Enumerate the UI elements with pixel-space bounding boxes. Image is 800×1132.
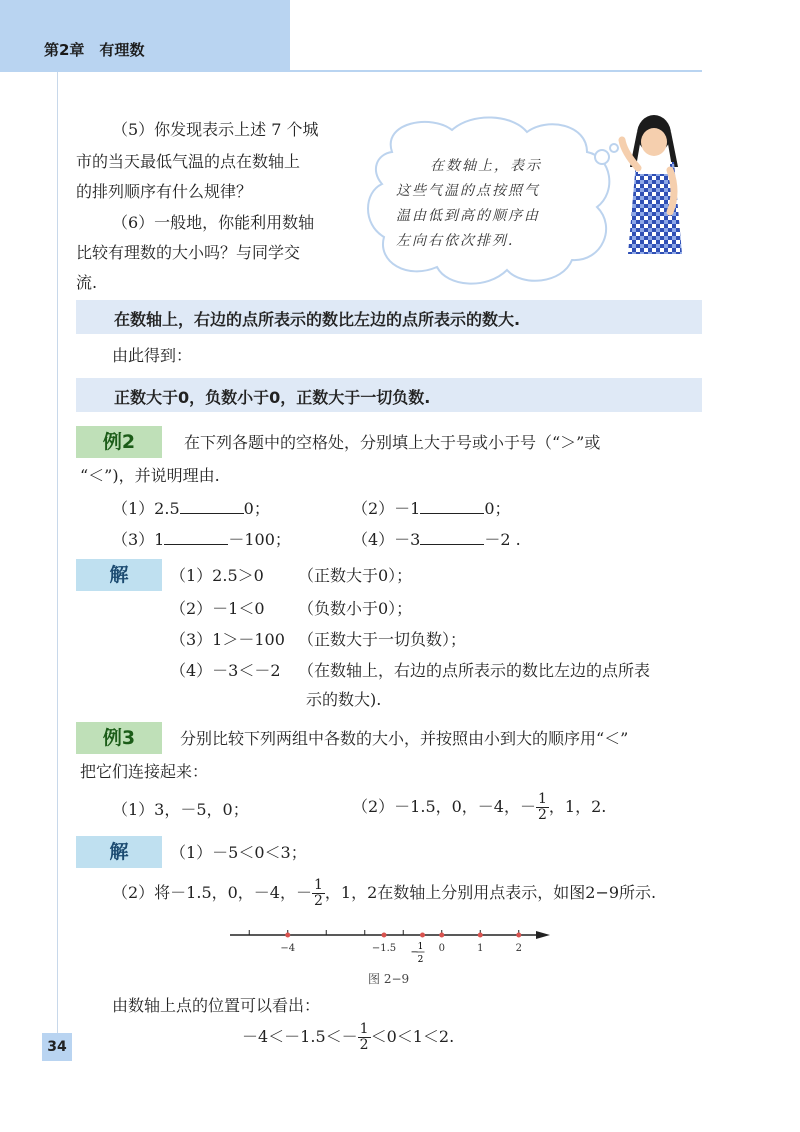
chain-pre: －4＜－1.5＜－ xyxy=(242,1027,358,1046)
figure-caption: 图 2−9 xyxy=(368,972,410,986)
question-5-line1: （5）你发现表示上述 7 个城 xyxy=(112,120,319,139)
question-5-line2: 市的当天最低气温的点在数轴上 xyxy=(76,152,301,171)
tick-label: −1.5 xyxy=(371,943,397,954)
item-1-after: 0； xyxy=(243,499,270,518)
number-point xyxy=(420,933,425,938)
item-4-label: （4）－3 xyxy=(352,530,421,549)
answer-blank[interactable] xyxy=(420,530,484,545)
example-3-group-2 xyxy=(352,792,606,823)
bubble-line3: 温由低到高的顺序由 xyxy=(396,208,540,224)
example-3-group-1: （1）3，－5，0； xyxy=(112,800,249,819)
solution-3-tag: 解 xyxy=(76,836,162,868)
line-2-pre: （2）将－1.5，0，－4，－ xyxy=(112,883,312,902)
rule-highlight-1 xyxy=(76,300,702,334)
tick-label-minus: − xyxy=(410,947,419,958)
bubble-line2: 这些气温的点按照气 xyxy=(396,183,540,199)
solution-2-reason-3: （正数大于一切负数）； xyxy=(298,630,467,649)
number-point xyxy=(516,933,521,938)
conclusion-chain xyxy=(242,1022,454,1053)
number-point xyxy=(382,933,387,938)
example-2-prompt-line1: 在下列各题中的空格处，分别填上大于号或小于号（“＞”或 xyxy=(184,433,601,452)
item-2-after: 0； xyxy=(484,499,511,518)
example-2-item-4 xyxy=(352,530,521,550)
solution-2-expr-3: （3）1＞－100 xyxy=(170,630,285,649)
fraction-one-half: $\frac{1}{2}$ xyxy=(314,877,323,909)
example-3-tag: 例3 xyxy=(76,722,162,754)
conclusion-intro: 由数轴上点的位置可以看出： xyxy=(112,996,321,1015)
tick-label: 2 xyxy=(515,943,522,954)
rule-1-text: 在数轴上，右边的点所表示的数比左边的点所表示的数大. xyxy=(114,310,521,329)
axis-arrow xyxy=(536,931,550,939)
item-3-label: （3）1 xyxy=(112,530,165,549)
solution-2-reason-1: （正数大于0）； xyxy=(298,566,413,585)
item-2-label: （2）－1 xyxy=(352,499,421,518)
solution-2-expr-4: （4）－3＜－2 xyxy=(170,661,281,680)
margin-rule xyxy=(57,72,58,1042)
group-2-pre: （2）－1.5，0，－4，－ xyxy=(352,797,536,816)
answer-blank[interactable] xyxy=(164,530,228,545)
solution-2-reason-cont: 示的数大). xyxy=(306,690,382,709)
chain-post: ＜0＜1＜2. xyxy=(370,1027,455,1046)
item-4-after: －2 . xyxy=(484,530,521,549)
question-6-line1: （6）一般地，你能利用数轴 xyxy=(112,213,315,232)
solution-2-expr-2: （2）－1＜0 xyxy=(170,599,265,618)
item-1-label: （1）2.5 xyxy=(112,499,180,518)
solution-3-line-1: （1）－5＜0＜3； xyxy=(170,843,307,862)
solution-2-reason-2: （负数小于0）； xyxy=(298,599,413,618)
number-line-figure xyxy=(220,920,560,968)
rule-2-text: 正数大于0，负数小于0，正数大于一切负数. xyxy=(114,388,431,407)
question-5-line3: 的排列顺序有什么规律？ xyxy=(76,182,253,201)
tick-label: −4 xyxy=(280,943,296,954)
answer-blank[interactable] xyxy=(180,499,244,514)
number-point xyxy=(285,933,290,938)
solution-3-line-2 xyxy=(112,878,656,909)
number-point xyxy=(439,933,444,938)
bubble-line4: 左向右依次排列. xyxy=(396,233,515,249)
solution-2-reason-4: （在数轴上，右边的点所表示的数比左边的点所表 xyxy=(298,661,651,680)
example-2-item-3 xyxy=(112,530,291,550)
student-illustration xyxy=(612,112,692,262)
rule-highlight-2 xyxy=(76,378,702,412)
header-rule xyxy=(0,70,702,72)
example-2-item-1 xyxy=(112,499,270,519)
tick-label: 1 xyxy=(477,943,484,954)
derive-text: 由此得到： xyxy=(112,346,193,365)
example-3-prompt-line2: 把它们连接起来： xyxy=(80,762,209,781)
answer-blank[interactable] xyxy=(420,499,484,514)
fraction-one-half: $\frac{1}{2}$ xyxy=(538,791,547,823)
group-2-post: ，1，2. xyxy=(548,797,607,816)
chapter-title: 第2章 有理数 xyxy=(44,41,145,59)
example-3-prompt-line1: 分别比较下列两组中各数的大小，并按照由小到大的顺序用“＜” xyxy=(180,729,629,748)
question-6-line2: 比较有理数的大小吗？与同学交 xyxy=(76,243,301,262)
thought-bubble xyxy=(362,112,632,292)
solution-2-expr-1: （1）2.5＞0 xyxy=(170,566,264,585)
fraction-one-half: $\frac{1}{2}$ xyxy=(359,1021,369,1053)
page-number: 34 xyxy=(42,1033,72,1061)
item-3-after: －100； xyxy=(228,530,291,549)
line-2-post: ，1，2在数轴上分别用点表示，如图2−9所示. xyxy=(324,883,657,902)
number-point xyxy=(478,933,483,938)
solution-2-tag: 解 xyxy=(76,559,162,591)
tick-label-denominator: 2 xyxy=(417,955,424,965)
tick-label: 0 xyxy=(438,943,445,954)
bubble-line1: 在数轴上，表示 xyxy=(430,158,542,174)
example-2-tag: 例2 xyxy=(76,426,162,458)
example-2-item-2 xyxy=(352,499,511,519)
question-6-line3: 流. xyxy=(76,273,98,292)
tick-label-numerator: 1 xyxy=(417,942,424,952)
example-2-prompt-line2: “＜”)，并说明理由. xyxy=(80,466,220,485)
